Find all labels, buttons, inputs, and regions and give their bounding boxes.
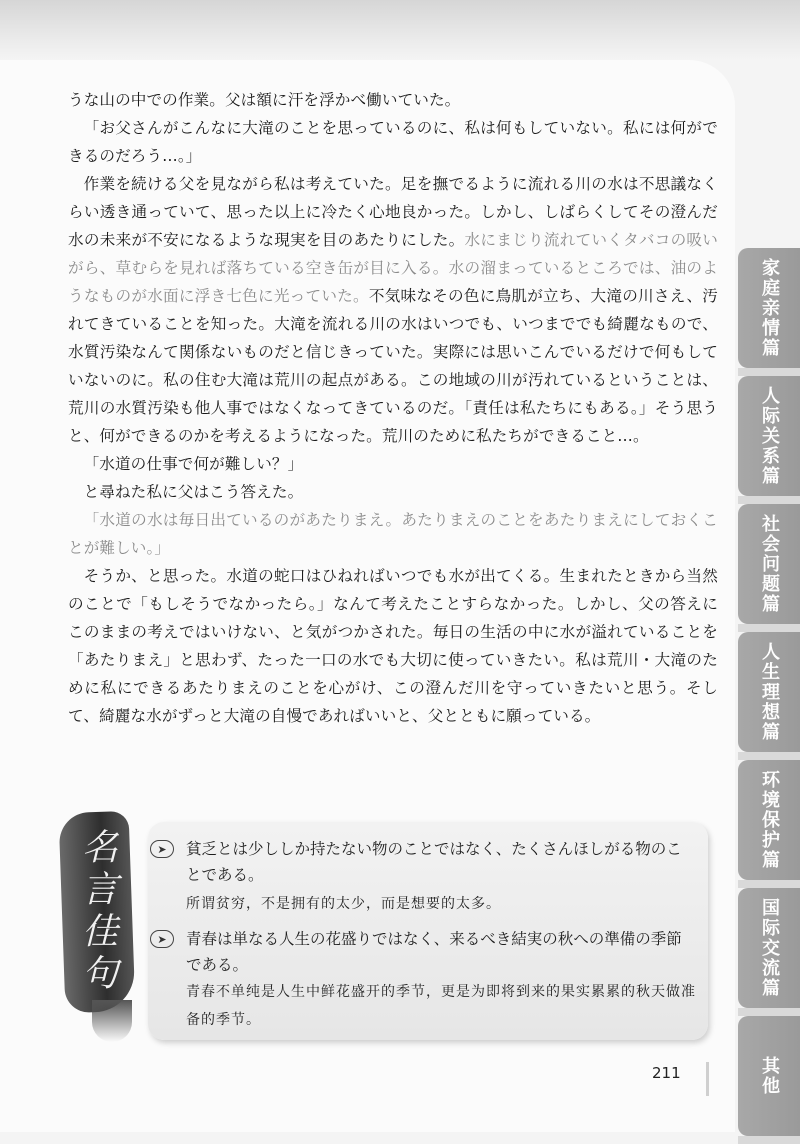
page-number-rule bbox=[706, 1062, 709, 1096]
essay-paragraph bbox=[68, 170, 718, 450]
essay-paragraph: 「水道の仕事で何が難しい？」 bbox=[83, 455, 304, 473]
quote-japanese: 青春は単なる人生の花盛りではなく、来るべき結実の秋への準備の季節である。 bbox=[186, 930, 682, 974]
essay-text-span: 不気味なその色に鳥肌が立ち、大滝の川さえ、汚れてきていることを知った。大滝を流れる川の水はいつでも、いつまででも綺麗なもので、水質汚染なんて関係ないものだと信じきっていた。実際には思いこんでいるだけで何もしていないのに。私の住む大滝は荒川の起点がある。この地域の川が汚れているということは、荒川の水質汚染も他人事ではなくなってきているのだ。「責任は私たちにもある。」そう思うと、何ができるのかを考えるようになった。荒川のために私たちができること…。 bbox=[68, 287, 719, 445]
essay-text-span: 作業を続ける父を見ながら私は考えていた。足を撫でるように流れる川の水は不思議なくらい透き通っていて、思った以上に冷たく心地良かった。しかし、しばらくしてその澄んだ水の未来が不安になるような現実を目のあたりにした。 bbox=[68, 175, 718, 249]
page-number: 211 bbox=[652, 1064, 681, 1082]
essay-body bbox=[68, 86, 718, 730]
essay-paragraph: 「水道の水は毎日出ているのがあたりまえ。あたりまえのことをあたりまえにしておくことが難しい。」 bbox=[68, 511, 718, 557]
category-tab[interactable]: 环境保护篇 bbox=[738, 760, 800, 880]
arrow-bullet-icon: ➤ bbox=[150, 930, 174, 948]
quotes-badge: 名言佳句 bbox=[76, 828, 118, 996]
category-tab[interactable]: 家庭亲情篇 bbox=[738, 248, 800, 368]
quote-chinese: 青春不单纯是人生中鲜花盛开的季节，更是为即将到来的果实累累的秋天做准备的季节。 bbox=[186, 984, 696, 1028]
quote-japanese: 貧乏とは少ししか持たない物のことではなく、たくさんほしがる物のことである。 bbox=[186, 840, 682, 884]
category-tab[interactable]: 社会问题篇 bbox=[738, 504, 800, 624]
page-top-shadow bbox=[0, 0, 800, 60]
essay-paragraph: 「お父さんがこんなに大滝のことを思っているのに、私は何もしていない。私には何ができるのだろう…。」 bbox=[68, 119, 718, 165]
essay-paragraph: と尋ねた私に父はこう答えた。 bbox=[83, 483, 304, 501]
essay-paragraph: うな山の中での作業。父は額に汗を浮かべ働いていた。 bbox=[68, 91, 461, 109]
quote-item-2 bbox=[150, 926, 710, 1036]
category-tab[interactable]: 国际交流篇 bbox=[738, 888, 800, 1008]
category-tab[interactable]: 人际关系篇 bbox=[738, 376, 800, 496]
quote-item-1 bbox=[150, 836, 710, 926]
category-tab[interactable]: 其他 bbox=[738, 1016, 800, 1136]
category-tab[interactable]: 人生理想篇 bbox=[738, 632, 800, 752]
quote-chinese: 所谓贫穷，不是拥有的太少，而是想要的太多。 bbox=[186, 896, 501, 912]
essay-paragraph: そうか、と思った。水道の蛇口はひねればいつでも水が出てくる。生まれたときから当然のことで「もしそうでなかったら。」なんて考えたことすらなかった。しかし、父の答えにこのままの考えではいけない、と気がつかされた。毎日の生活の中に水が溢れていることを「あたりまえ」と思わず、たった一口の水でも大切に使っていきたい。私は荒川・大滝のために私にできるあたりまえのことを心がけ、この澄んだ川を守っていきたいと思う。そして、綺麗な水がずっと大滝の自慢であればいいと、父とともに願っている。 bbox=[68, 567, 718, 725]
arrow-bullet-icon: ➤ bbox=[150, 840, 174, 858]
essay-text-span: 水にまじり流れていくタバコの吸いがら、草むらを見れば落ちている空き缶が目に入る。水の溜まっているところでは、油のようなものが水面に浮き七色に光っていた。 bbox=[68, 231, 718, 305]
